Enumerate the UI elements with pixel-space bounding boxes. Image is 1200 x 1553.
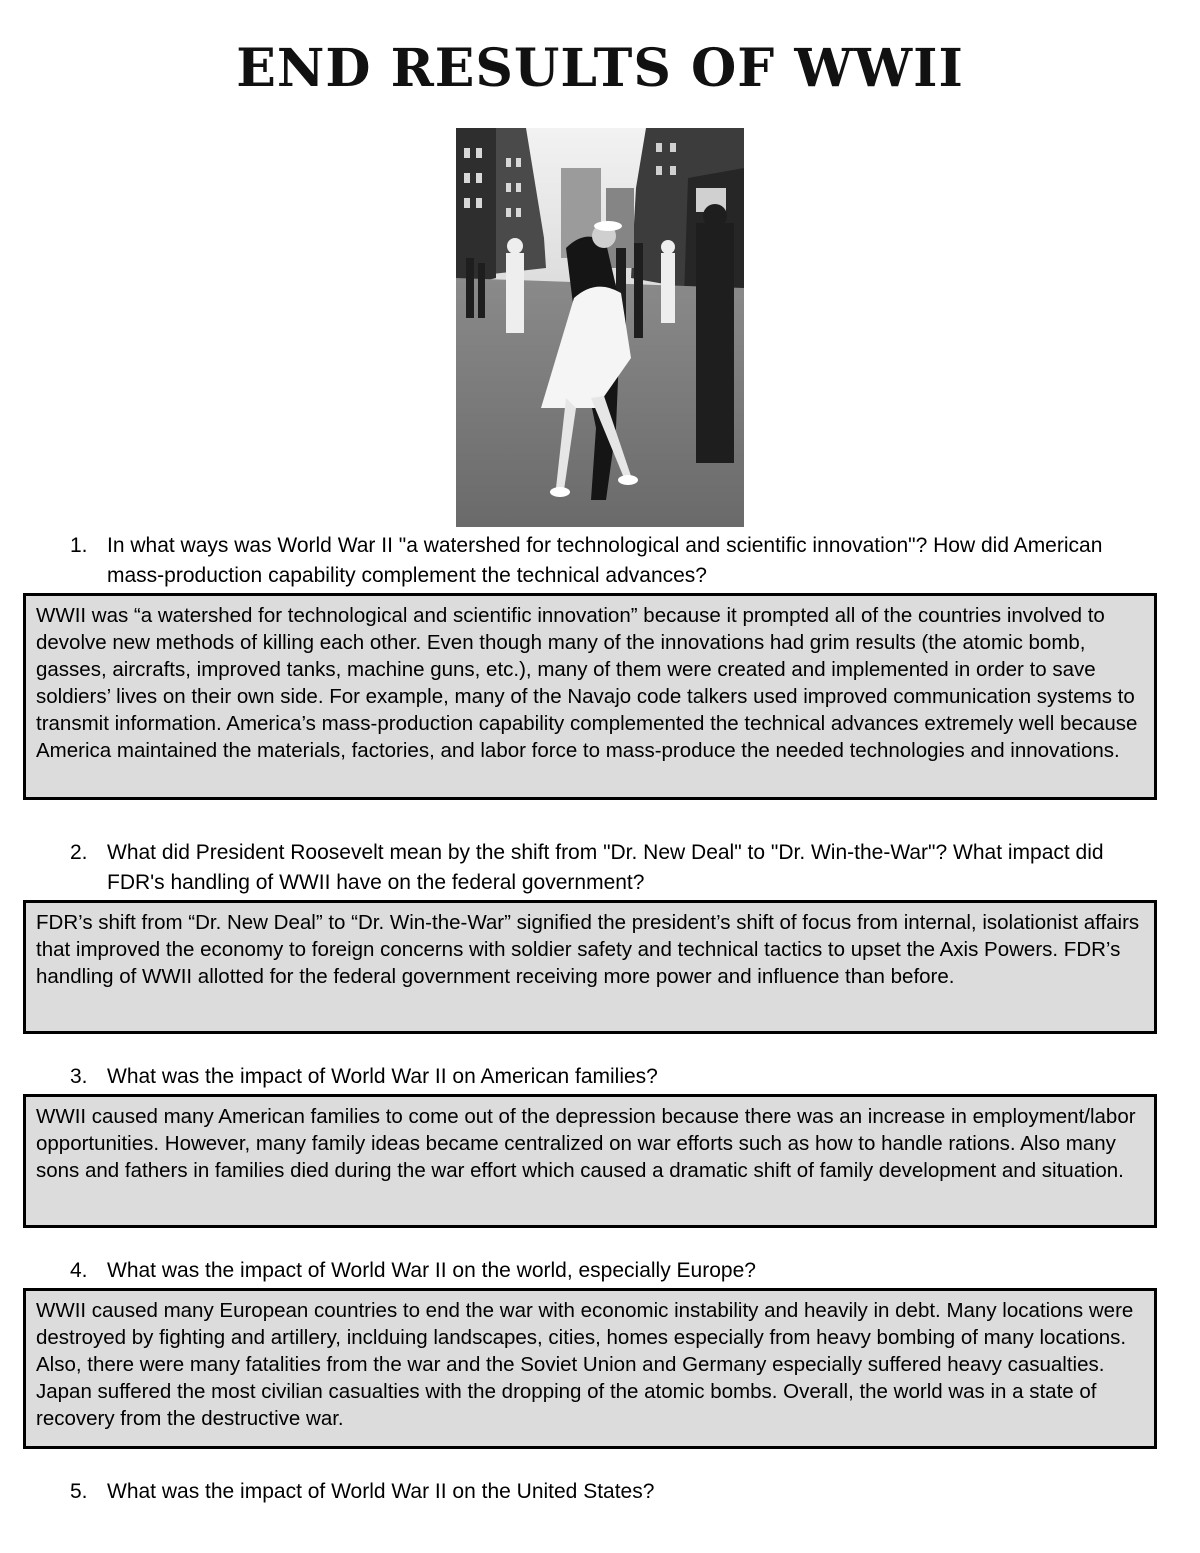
answer-box-1: WWII was “a watershed for technological and scientific innovation” because it prompted all of the countries involved to devolve new methods of killing each other. Even though many of the innovations had grim results (the atomic bomb, gasses, aircrafts, improved tanks, machine guns, etc.), many of them were created and implemented in order to save soldiers’ lives on their own side. For example, many of the Navajo code talkers used improved communication systems to transmit information. America’s mass-production capability complemented the technical advances extremely well because America maintained the materials, factories, and labor force to mass-produce the needed technologies and innovations. (23, 593, 1157, 800)
question-text: What was the impact of World War II on the United States? (107, 1480, 655, 1503)
v-j-day-photo (456, 128, 744, 527)
question-number: 5. (70, 1480, 88, 1503)
question-number: 1. (70, 534, 88, 557)
question-1 (70, 531, 1150, 591)
page-title: END RESULTS OF WWII (236, 38, 964, 99)
answer-box-2: FDR’s shift from “Dr. New Deal” to “Dr. Win-the-War” signified the president’s shift of focus from internal, isolationist affairs that improved the economy to foreign concerns with soldier safety and technical tactics to upset the Axis Powers. FDR’s handling of WWII allotted for the federal government receiving more power and influence than before. (23, 900, 1157, 1034)
question-text: What was the impact of World War II on American families? (107, 1065, 658, 1088)
question-text: In what ways was World War II "a watershed for technological and scientific innovation"? How did American mass-production capability complement the technical advances? (107, 534, 1103, 587)
question-number: 2. (70, 841, 88, 864)
question-5 (70, 1477, 1150, 1507)
answer-box-3: WWII caused many American families to come out of the depression because there was an increase in employment/labor opportunities. However, many family ideas became centralized on war efforts such as how to handle rations. Also many sons and fathers in families died during the war effort which caused a dramatic shift of family development and situation. (23, 1094, 1157, 1228)
question-3 (70, 1062, 1150, 1092)
question-4 (70, 1256, 1150, 1286)
question-number: 4. (70, 1259, 88, 1282)
question-number: 3. (70, 1065, 88, 1088)
v-j-day-times-square-kiss-photo (456, 128, 744, 527)
question-2 (70, 838, 1150, 898)
question-text: What did President Roosevelt mean by the shift from "Dr. New Deal" to "Dr. Win-the-War"? What impact did FDR's handling of WWII have on the federal government? (107, 841, 1104, 894)
answer-box-4: WWII caused many European countries to end the war with economic instability and heavily in debt. Many locations were destroyed by fighting and artillery, inclduing landscapes, cities, homes especially from heavy bombing of many locations. Also, there were many fatalities from the war and the Soviet Union and Germany especially suffered heavy casualties. Japan suffered the most civilian casualties with the dropping of the atomic bombs. Overall, the world was in a state of recovery from the destructive war. (23, 1288, 1157, 1449)
question-text: What was the impact of World War II on the world, especially Europe? (107, 1259, 756, 1282)
